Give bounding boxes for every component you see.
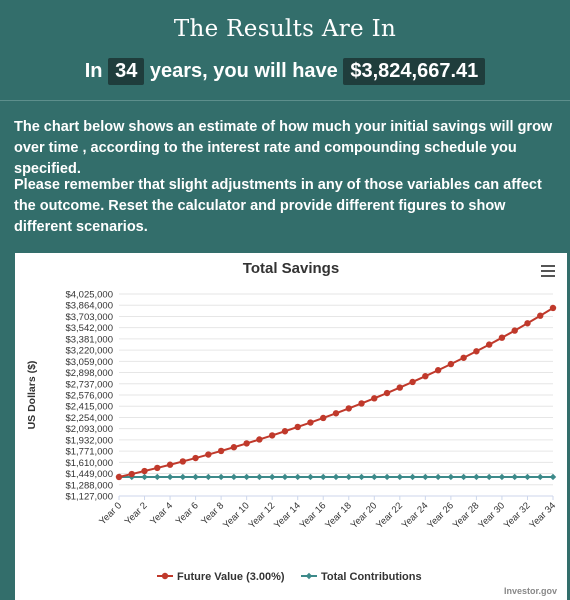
future-value-point [371,395,377,401]
total-contributions-point [269,474,275,480]
total-contributions-point [435,474,441,480]
total-contributions-point [256,474,262,480]
total-contributions-point [409,474,415,480]
total-contributions-point [537,474,543,480]
future-value-point [448,361,454,367]
y-tick-label: $2,898,000 [65,368,113,380]
chart-card [15,253,567,600]
x-tick-label: Year 8 [199,500,227,528]
future-value-point [435,367,441,373]
total-contributions-point [499,474,505,480]
total-contributions-point [333,474,339,480]
future-value-point [141,468,147,474]
future-value-point [512,327,518,333]
future-value-point [167,462,173,468]
x-tick-label: Year 18 [323,500,354,532]
future-amount: $3,824,667.41 [343,58,485,85]
total-contributions-point [307,474,313,480]
future-value-point [129,471,135,477]
x-tick-label: Year 32 [501,500,533,532]
x-tick-label: Year 30 [476,500,508,532]
y-tick-label: $2,737,000 [65,379,113,391]
future-value-point [537,313,543,319]
future-value-point [422,373,428,379]
total-contributions-point [320,474,326,480]
y-tick-label: $3,864,000 [65,300,113,312]
y-tick-label: $2,415,000 [65,401,113,413]
x-tick-label: Year 26 [425,500,457,532]
future-value-point [269,432,275,438]
total-contributions-point [550,474,556,480]
total-contributions-point [180,474,186,480]
legend-contributions-marker [306,573,312,579]
y-tick-label: $1,771,000 [65,446,113,458]
future-value-point [205,451,211,457]
future-value-point [473,348,479,354]
y-tick-label: $3,542,000 [65,323,113,335]
years-suffix: years, you will have [149,60,338,82]
future-value-point [320,415,326,421]
future-value-point [486,341,492,347]
y-tick-label: $3,703,000 [65,311,113,323]
total-contributions-point [422,474,428,480]
y-tick-label: $3,381,000 [65,334,113,346]
x-tick-label: Year 16 [297,500,329,532]
future-value-point [218,448,224,454]
credit-text: Investor.gov [503,586,557,596]
legend-contributions-label: Total Contributions [321,571,422,583]
legend-future-value-marker [162,573,168,579]
future-value-point [295,424,301,430]
chart-title: Total Savings [242,260,340,277]
results-summary [0,58,570,85]
divider [0,100,570,101]
future-value-line [119,308,553,477]
x-tick-label: Year 0 [97,500,125,528]
future-value-point [499,334,505,340]
future-value-point [192,455,198,461]
future-value-point [358,400,364,406]
x-tick-label: Year 10 [221,500,252,532]
total-contributions-point [524,474,530,480]
total-contributions-point [192,474,198,480]
future-value-point [282,428,288,434]
y-tick-label: $2,576,000 [65,390,113,402]
x-tick-label: Year 14 [272,500,303,532]
y-tick-label: $3,220,000 [65,345,113,357]
total-contributions-point [295,474,301,480]
total-contributions-point [473,474,479,480]
y-tick-label: $4,025,000 [65,289,113,301]
total-contributions-point [167,474,173,480]
adjustment-note-text: Please remember that slight adjustments in any of those variables can affect the outcome. Reset the calculator and provide different figures to show different scenarios. [14,177,542,235]
years-value: 34 [108,58,144,85]
y-tick-label: $1,932,000 [65,435,113,447]
future-value-point [154,465,160,471]
future-value-point [384,390,390,396]
x-tick-label: Year 12 [246,500,278,532]
future-value-point [550,305,556,311]
legend-future-value-label: Future Value (3.00%) [177,571,285,583]
future-value-point [333,410,339,416]
results-title: The Results Are In [173,16,397,42]
total-contributions-point [460,474,466,480]
years-prefix: In [84,60,103,82]
x-tick-label: Year 6 [173,500,201,528]
y-tick-label: $1,610,000 [65,457,113,469]
chart-explanation-text: The chart below shows an estimate of how much your initial savings will grow over time , according to the interest rate and compounding schedule you specified. [14,119,553,177]
y-tick-label: $1,127,000 [65,491,113,503]
total-contributions-point [384,474,390,480]
x-tick-label: Year 20 [348,500,380,532]
total-contributions-point [448,474,454,480]
total-contributions-point [205,474,211,480]
y-tick-label: $2,254,000 [65,412,113,424]
total-contributions-point [512,474,518,480]
total-contributions-point [154,474,160,480]
x-tick-label: Year 4 [148,500,176,528]
total-contributions-point [218,474,224,480]
future-value-point [524,320,530,326]
y-tick-label: $3,059,000 [65,356,113,368]
total-contributions-point [231,474,237,480]
future-value-point [409,379,415,385]
x-tick-label: Year 22 [374,500,405,532]
future-value-point [243,440,249,446]
future-value-point [180,458,186,464]
future-value-point [346,405,352,411]
total-contributions-point [397,474,403,480]
future-value-point [116,474,122,480]
future-value-point [460,355,466,361]
total-contributions-point [141,474,147,480]
total-contributions-point [243,474,249,480]
future-value-point [307,419,313,425]
total-contributions-point [358,474,364,480]
y-tick-label: $1,449,000 [65,469,113,481]
x-tick-label: Year 2 [122,500,150,528]
x-tick-label: Year 34 [527,500,559,532]
total-contributions-point [486,474,492,480]
savings-line-chart [15,253,567,600]
y-tick-label: $2,093,000 [65,424,113,436]
total-contributions-point [371,474,377,480]
total-contributions-point [282,474,288,480]
future-value-point [231,444,237,450]
x-tick-label: Year 28 [450,500,482,532]
y-axis-label: US Dollars ($) [26,360,38,430]
x-tick-label: Year 24 [399,500,431,532]
future-value-point [256,436,262,442]
y-tick-label: $1,288,000 [65,480,113,492]
future-value-point [397,384,403,390]
total-contributions-point [346,474,352,480]
